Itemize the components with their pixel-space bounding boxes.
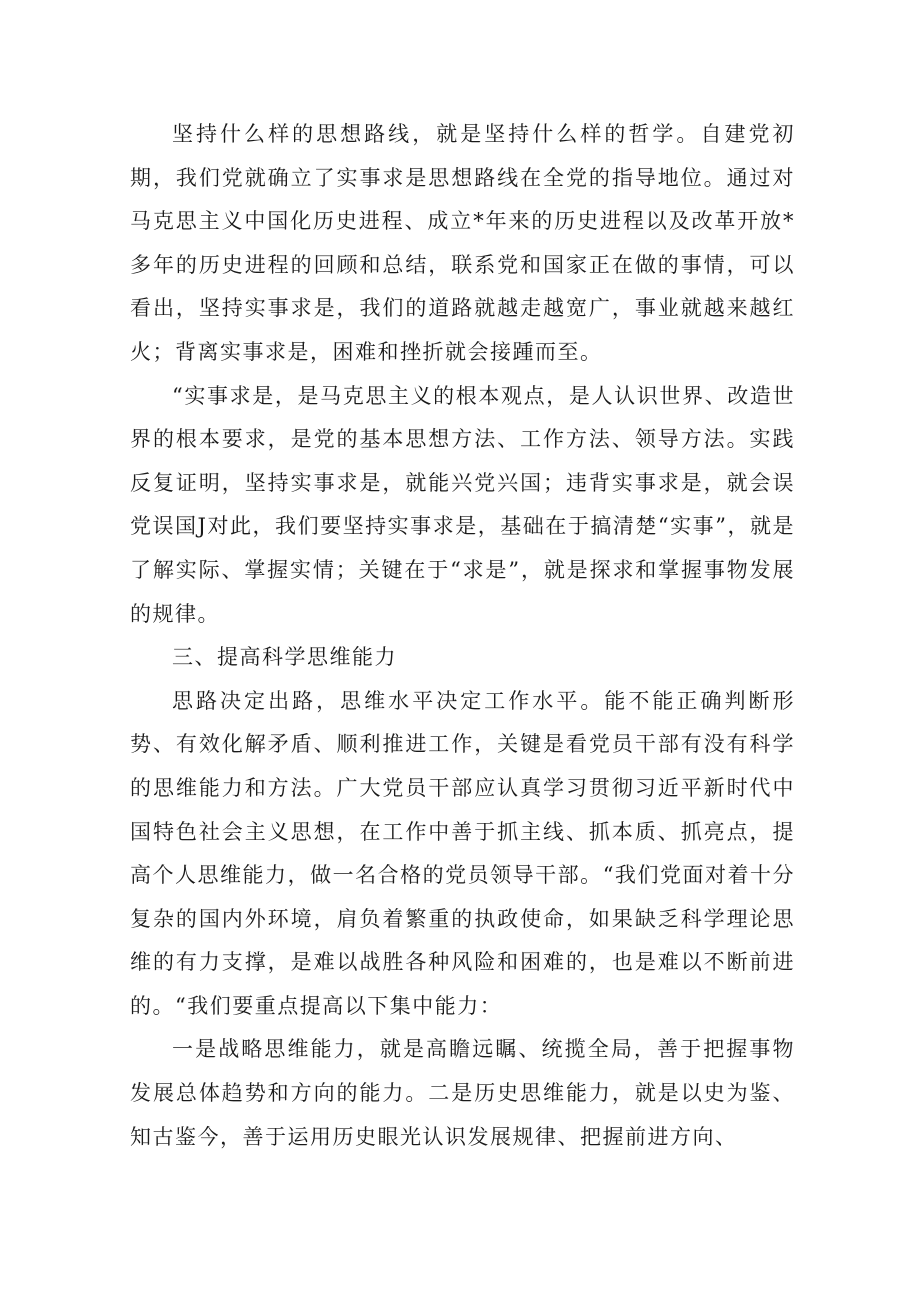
paragraph-thought-line: 坚持什么样的思想路线，就是坚持什么样的哲学。自建党初期，我们党就确立了实事求是思想路线在全党的指导地位。通过对马克思主义中国化历史进程、成立*年来的历史进程以及改革开放*多年的历史进程的回顾和总结，联系党和国家正在做的事情，可以看出，坚持实事求是，我们的道路就越走越宽广，事业就越来越红火；背离实事求是，困难和挫折就会接踵而至。 xyxy=(130,122,795,364)
paragraph-strategic-thinking: 一是战略思维能力，就是高瞻远瞩、统揽全局，善于把握事物发展总体趋势和方向的能力。二是历史思维能力，就是以史为鉴、知古鉴今，善于运用历史眼光认识发展规律、把握前进方向、 xyxy=(130,1037,795,1149)
document-body xyxy=(130,113,795,1159)
paragraph-seek-truth: “实事求是，是马克思主义的根本观点，是人认识世界、改造世界的根本要求，是党的基本思想方法、工作方法、领导方法。实践反复证明，坚持实事求是，就能兴党兴国；违背实事求是，就会误党误国J对此，我们要坚持实事求是，基础在于搞清楚“实事”，就是了解实际、掌握实情；关键在于“求是”，就是探求和掌握事物发展的规律。 xyxy=(130,383,795,626)
section-heading: 三、提高科学思维能力 xyxy=(172,645,397,670)
paragraph-thinking-ability: 思路决定出路，思维水平决定工作水平。能不能正确判断形势、有效化解矛盾、顺利推进工作，关键是看党员干部有没有科学的思维能力和方法。广大党员干部应认真学习贯彻习近平新时代中国特色社会主义思想，在工作中善于抓主线、抓本质、抓亮点，提高个人思维能力，做一名合格的党员领导干部。“我们党面对着十分复杂的国内外环境，肩负着繁重的执政使命，如果缺乏科学理论思维的有力支撑，是难以战胜各种风险和困难的，也是难以不断前进的。“我们要重点提高以下集中能力： xyxy=(130,688,795,1018)
